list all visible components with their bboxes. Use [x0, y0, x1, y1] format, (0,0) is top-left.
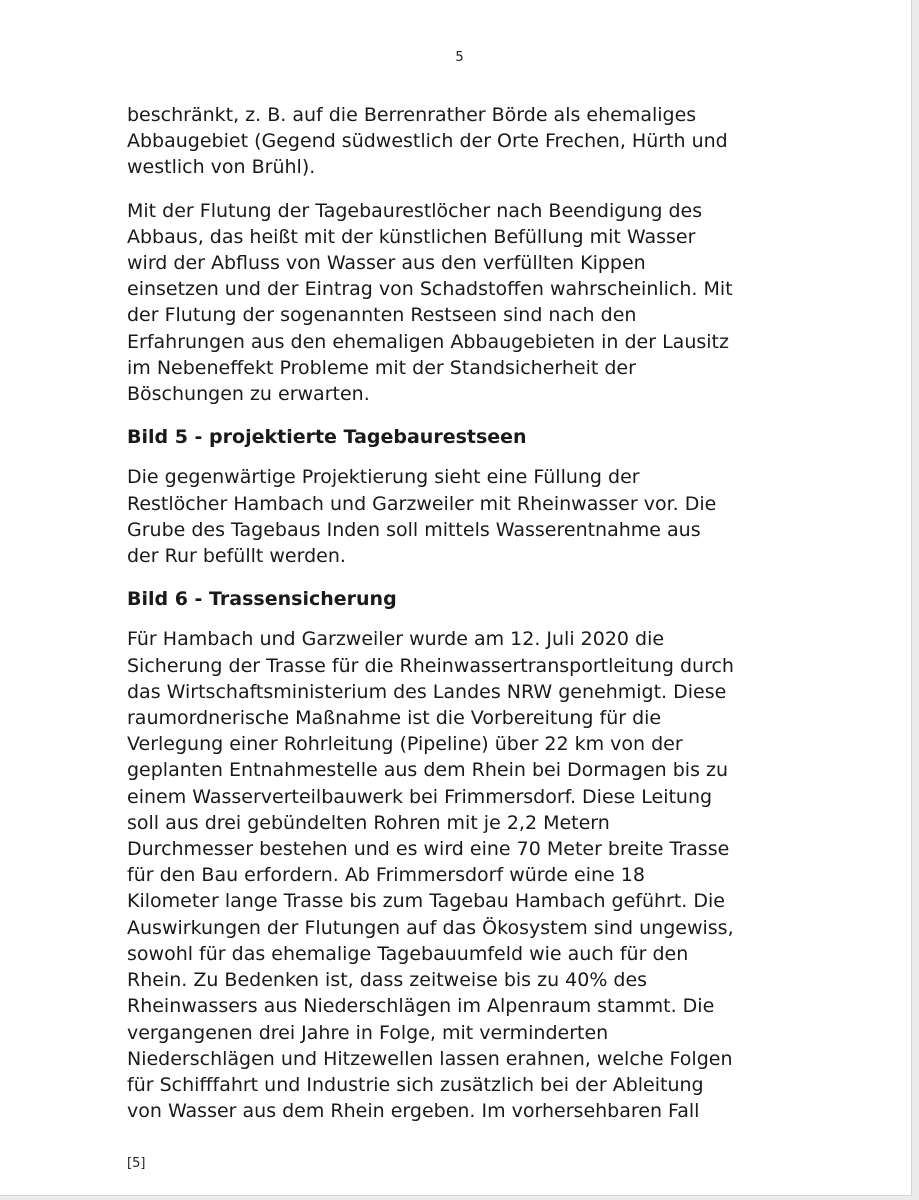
text-line: geplanten Entnahmestelle aus dem Rhein bei Dormagen bis zu: [127, 759, 729, 782]
text-line: Mit der Flutung der Tagebaurestlöcher nach Beendigung des: [127, 199, 703, 222]
text-line: Rheinwassers aus Niederschlägen im Alpenraum stammt. Die: [127, 995, 715, 1018]
section-heading-bild-5: Bild 5 - projektierte Tagebaurestseen: [127, 426, 527, 449]
paragraph-1: [127, 102, 797, 181]
text-line: westlich von Brühl).: [127, 156, 316, 179]
text-line: Restlöcher Hambach und Garzweiler mit Rheinwasser vor. Die: [127, 492, 717, 515]
paragraph-2: [127, 198, 797, 408]
text-line: Abbaus, das heißt mit der künstlichen Befüllung mit Wasser: [127, 225, 696, 248]
page-number: 5: [455, 50, 464, 65]
text-line: für den Bau erfordern. Ab Frimmersdorf würde eine 18: [127, 864, 645, 887]
text-line: Böschungen zu erwarten.: [127, 383, 370, 406]
text-line: Die gegenwärtige Projektierung sieht eine Füllung der: [127, 466, 640, 489]
text-line: Rhein. Zu Bedenken ist, dass zeitweise bis zu 40% des: [127, 969, 648, 992]
paragraph-3: [127, 464, 797, 569]
text-line: der Flutung der sogenannten Restseen sind nach den: [127, 304, 637, 327]
text-line: im Nebeneffekt Probleme mit der Standsicherheit der: [127, 356, 636, 379]
document-body: [127, 102, 797, 1141]
text-line: Grube des Tagebaus Inden soll mittels Wasserentnahme aus: [127, 518, 701, 541]
footnote-reference: [5]: [127, 1156, 146, 1171]
paragraph-4: [127, 626, 797, 1124]
text-line: Erfahrungen aus den ehemaligen Abbaugebieten in der Lausitz: [127, 330, 729, 353]
text-line: Niederschlägen und Hitzewellen lassen erahnen, welche Folgen: [127, 1047, 733, 1070]
text-line: Durchmesser bestehen und es wird eine 70 Meter breite Trasse: [127, 838, 730, 861]
text-line: das Wirtschaftsministerium des Landes NRW genehmigt. Diese: [127, 680, 727, 703]
text-line: Kilometer lange Trasse bis zum Tagebau Hambach geführt. Die: [127, 890, 725, 913]
text-line: Verlegung einer Rohrleitung (Pipeline) über 22 km von der: [127, 733, 683, 756]
text-line: Auswirkungen der Flutungen auf das Ökosystem sind ungewiss,: [127, 916, 734, 939]
text-line: beschränkt, z. B. auf die Berrenrather Börde als ehemaliges: [127, 104, 697, 126]
text-line: soll aus drei gebündelten Rohren mit je 2,2 Metern: [127, 811, 610, 834]
text-line: von Wasser aus dem Rhein ergeben. Im vorhersehbaren Fall: [127, 1100, 700, 1123]
text-line: sowohl für das ehemalige Tagebauumfeld wie auch für den: [127, 942, 689, 965]
text-line: raumordnerische Maßnahme ist die Vorbereitung für die: [127, 707, 662, 730]
text-line: wird der Abfluss von Wasser aus den verfüllten Kippen: [127, 252, 646, 275]
text-line: für Schifffahrt und Industrie sich zusätzlich bei der Ableitung: [127, 1073, 704, 1096]
text-line: Abbaugebiet (Gegend südwestlich der Orte Frechen, Hürth und: [127, 130, 728, 153]
section-heading-bild-6: Bild 6 - Trassensicherung: [127, 588, 397, 611]
text-line: einem Wasserverteilbauwerk bei Frimmersdorf. Diese Leitung: [127, 785, 713, 808]
text-line: der Rur befüllt werden.: [127, 545, 346, 568]
text-line: einsetzen und der Eintrag von Schadstoffen wahrscheinlich. Mit: [127, 278, 733, 301]
text-line: vergangenen drei Jahre in Folge, mit verminderten: [127, 1021, 609, 1044]
text-line: Für Hambach und Garzweiler wurde am 12. Juli 2020 die: [127, 628, 665, 651]
text-line: Sicherung der Trasse für die Rheinwassertransportleitung durch: [127, 654, 734, 677]
